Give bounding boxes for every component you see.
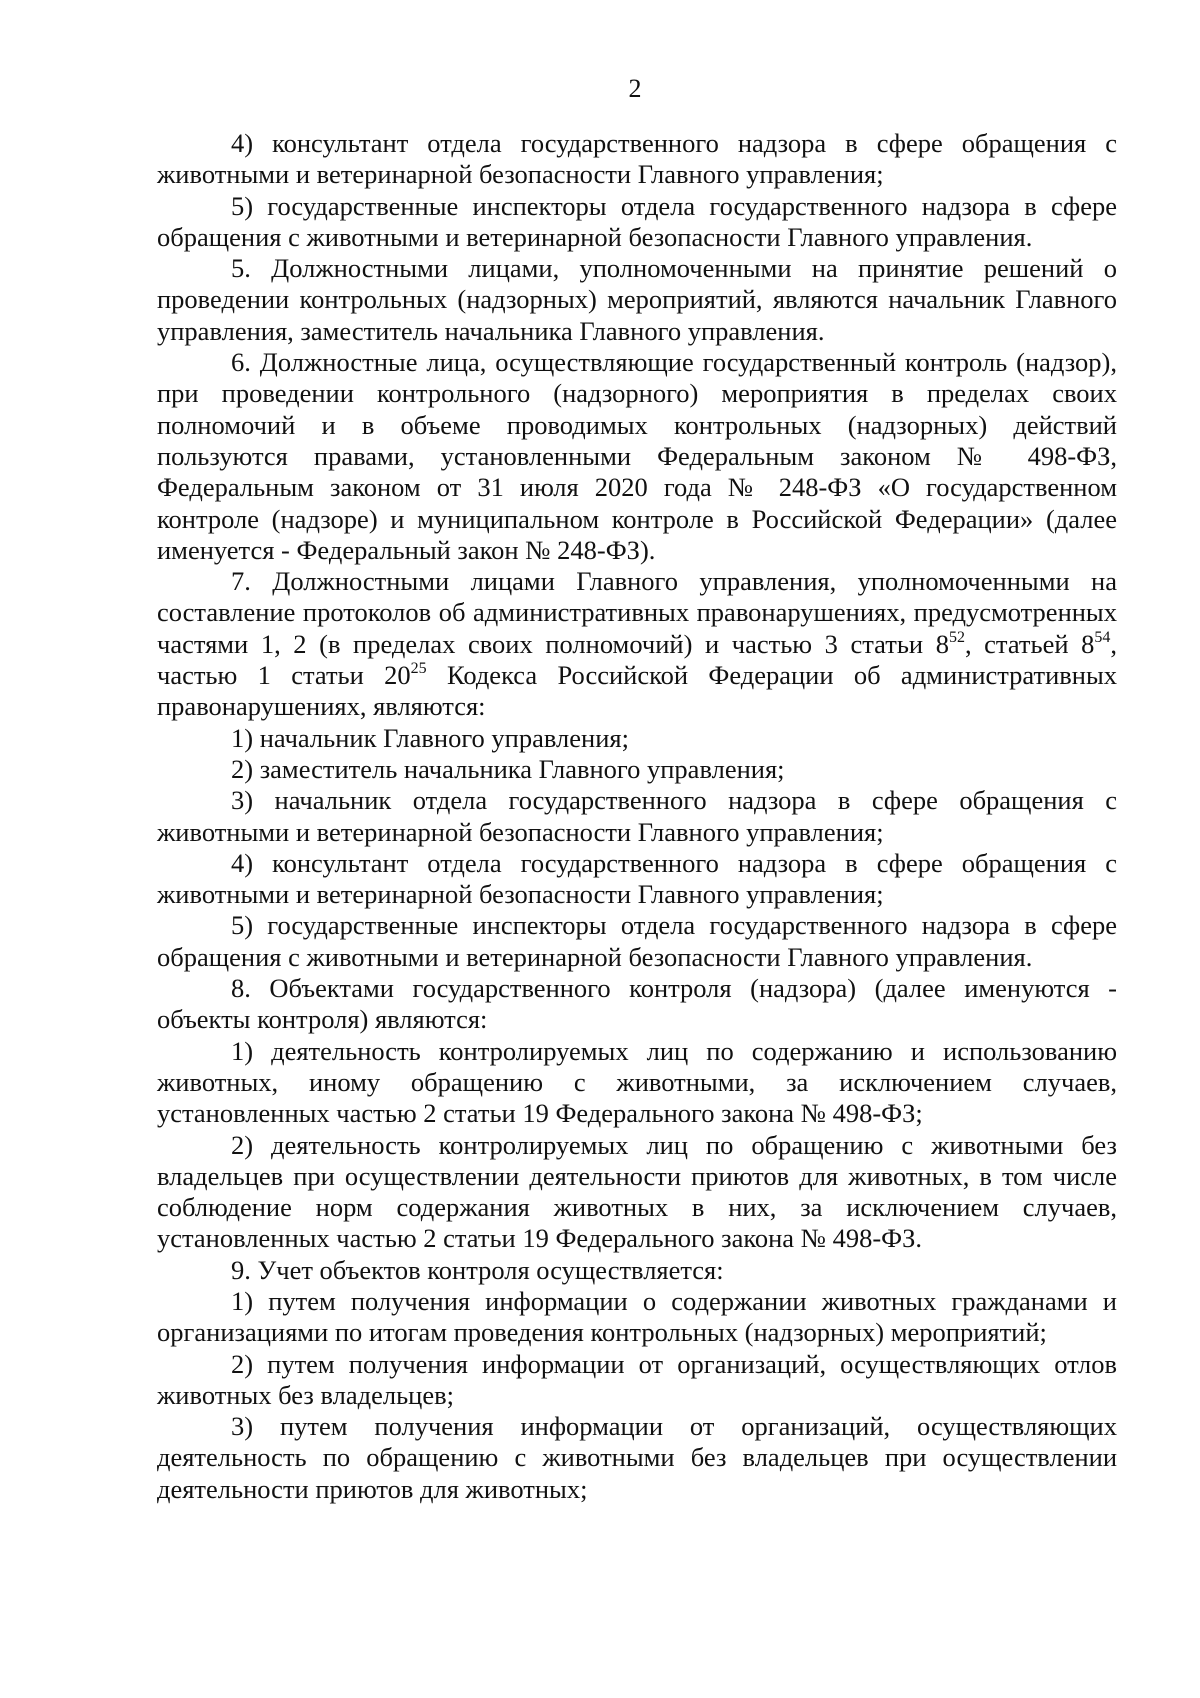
paragraph-section-6: 6. Должностные лица, осуществляющие государственный контроль (надзор), при проведении контрольного (надзорного) мероприятия в пределах своих полномочий и в объеме проводимых контрольных (надзорных) действий пользуются правами, установленными Федеральным законом № 498-ФЗ, Федеральным законом от 31 июля 2020 года № 248-ФЗ «О государственном контроле (надзоре) и муниципальном контроле в Российской Федерации» (далее именуется - Федеральный закон № 248-ФЗ). bbox=[157, 347, 1117, 565]
list-item-object-2: 2) деятельность контролируемых лиц по обращению с животными без владельцев при осуществлении деятельности приютов для животных, в том числе соблюдение норм содержания животных в них, за исключением случаев, установленных частью 2 статьи 19 Федерального закона № 498-ФЗ. bbox=[157, 1129, 1117, 1254]
superscript-52: 52 bbox=[948, 628, 965, 646]
paragraph-5-inspectors: 5) государственные инспекторы отдела государственного надзора в сфере обращения с животными и ветеринарной безопасности Главного управления. bbox=[157, 190, 1117, 252]
section-7-text-1: 7. Должностными лицами Главного управления, уполномоченными на составление протоколов об административных правонарушениях, предусмотренных частями 1, 2 (в пределах своих полномочий) и частью 3 статьи 8 bbox=[157, 566, 1117, 659]
superscript-54: 54 bbox=[1094, 628, 1111, 646]
paragraph-4-consultant: 4) консультант отдела государственного надзора в сфере обращения с животными и ветеринарной безопасности Главного управления; bbox=[157, 128, 1117, 190]
list-item-accounting-3: 3) путем получения информации от организаций, осуществляющих деятельность по обращению с животными без владельцев при осуществлении деятельности приютов для животных; bbox=[157, 1411, 1117, 1504]
section-7-text-2: , статьей 8 bbox=[964, 628, 1095, 659]
list-item-object-1: 1) деятельность контролируемых лиц по содержанию и использованию животных, иному обращению с животными, за исключением случаев, установленных частью 2 статьи 19 Федерального закона № 498-ФЗ; bbox=[157, 1035, 1117, 1129]
list-item-deputy: 2) заместитель начальника Главного управления; bbox=[231, 753, 785, 784]
list-item-inspectors: 5) государственные инспекторы отдела государственного надзора в сфере обращения с животными и ветеринарной безопасности Главного управления. bbox=[157, 910, 1117, 972]
list-item-accounting-2: 2) путем получения информации от организаций, осуществляющих отлов животных без владельцев; bbox=[157, 1348, 1117, 1410]
list-item-consultant: 4) консультант отдела государственного надзора в сфере обращения с животными и ветеринарной безопасности Главного управления; bbox=[157, 847, 1117, 910]
list-item-department-head: 3) начальник отдела государственного надзора в сфере обращения с животными и ветеринарной безопасности Главного управления; bbox=[157, 785, 1117, 847]
document-body bbox=[157, 128, 1117, 1505]
page-number: 2 bbox=[628, 74, 642, 103]
list-item-head: 1) начальник Главного управления; bbox=[231, 722, 629, 753]
superscript-25: 25 bbox=[410, 660, 427, 678]
paragraph-section-8: 8. Объектами государственного контроля (надзора) (далее именуются - объекты контроля) являются: bbox=[157, 973, 1117, 1035]
paragraph-section-9: 9. Учет объектов контроля осуществляется: bbox=[231, 1254, 724, 1285]
paragraph-section-5: 5. Должностными лицами, уполномоченными на принятие решений о проведении контрольных (надзорных) мероприятий, являются начальник Главного управления, заместитель начальника Главного управления. bbox=[157, 253, 1117, 346]
list-item-accounting-1: 1) путем получения информации о содержании животных гражданами и организациями по итогам проведения контрольных (надзорных) мероприятий; bbox=[157, 1285, 1117, 1348]
section-7-text-4: Кодекса Российской Федерации об административных правонарушениях, являются: bbox=[157, 660, 1117, 722]
paragraph-section-7 bbox=[157, 566, 1117, 722]
section-7-text-3: , частью 1 статьи 20 bbox=[157, 628, 1117, 691]
